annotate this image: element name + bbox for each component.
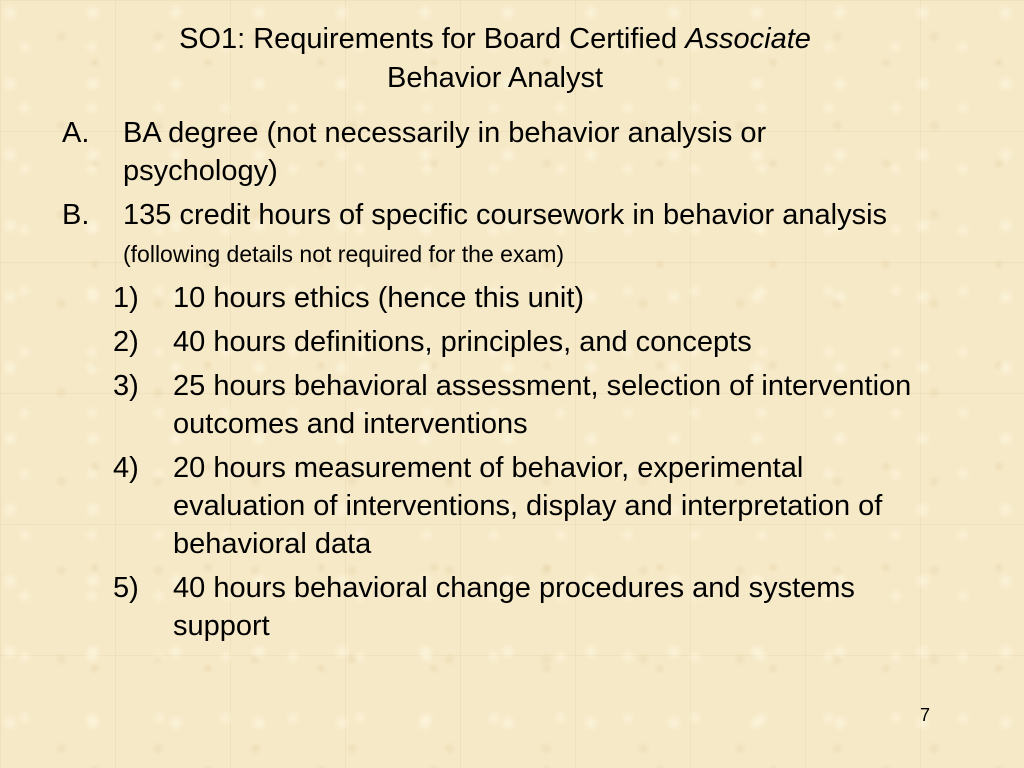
title-line1-italic: Associate [685, 23, 811, 55]
sublist-item-text: 40 hours behavioral change procedures and systems support [173, 572, 855, 642]
sublist-item [0, 367, 933, 443]
slide-content [0, 114, 1000, 651]
list-item-note: (following details not required for the exam) [123, 241, 565, 267]
sublist-marker: 1) [113, 282, 139, 314]
list-marker: B. [62, 199, 90, 231]
sublist-marker: 2) [113, 326, 139, 358]
sublist-item [0, 569, 933, 645]
sublist-item [0, 323, 933, 361]
sublist-item-text: 20 hours measurement of behavior, experimental evaluation of interventions, display and interpretation of behavioral data [173, 452, 883, 560]
list-item-text: 135 credit hours of specific coursework in behavior analysis [123, 199, 888, 231]
sublist-item-text: 10 hours ethics (hence this unit) [173, 282, 585, 314]
sublist-item [0, 279, 933, 317]
slide-title [120, 20, 870, 98]
list-item [0, 114, 903, 190]
list-item-text: BA degree (not necessarily in behavior analysis or psychology) [123, 117, 767, 187]
sublist-marker: 3) [113, 370, 139, 402]
page-number: 7 [920, 705, 931, 725]
sublist-item-text: 40 hours definitions, principles, and concepts [173, 326, 752, 358]
sublist-marker: 4) [113, 452, 139, 484]
list-item [0, 196, 903, 273]
sublist-item-text: 25 hours behavioral assessment, selection of intervention outcomes and interventions [173, 370, 912, 440]
title-line2: Behavior Analyst [386, 62, 603, 94]
title-line1-prefix: SO1: Requirements for Board Certified [179, 23, 686, 55]
sublist-marker: 5) [113, 572, 139, 604]
list-marker: A. [62, 117, 90, 149]
sublist-item [0, 449, 933, 563]
